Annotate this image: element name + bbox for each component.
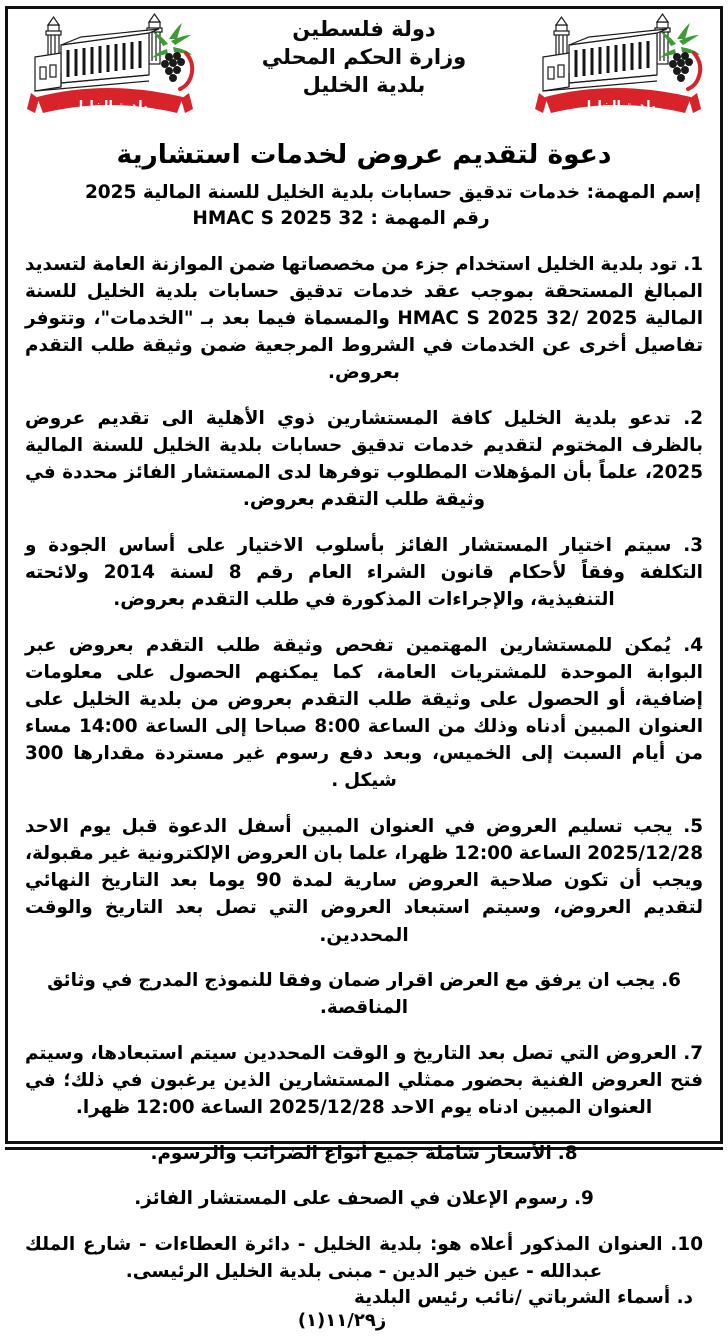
municipality-emblem-icon <box>21 11 199 123</box>
logo-banner-text: بلدية الخليل <box>580 99 656 114</box>
assignment-number-label: رقم المهمة : <box>370 208 490 230</box>
header-line-state: دولة فلسطين <box>292 17 436 41</box>
clause-2: 2. تدعو بلدية الخليل كافة المستشارين ذوي الأهلية الى تقديم عروض بالظرف المختوم لتقديم خدمات تدقيق حسابات بلدية الخليل للسنة المالية 2025، علماً بأن المؤهلات المطلوب توفرها لدى المستشار الفائز محددة في وثيقة طلب التقدم بعروض. <box>25 408 703 511</box>
clause-8: 8. الأسعار شاملة جميع أنواع الضرائب والرسوم. <box>150 1142 578 1164</box>
clause-1: 1. تود بلدية الخليل استخدام جزء من مخصصاتها ضمن الموازنة العامة لتسديد المبالغ المستحقة بموجب عقد خدمات تدقيق حسابات بلدية الخليل للسنة المالية 2025 /HMAC S 2025 32 والمسماة فيما بعد بـ "الخدمات"، وتتوفر تفاصيل أخرى عن الخدمات في الشروط المرجعية ضمن وثيقة طلب التقدم بعروض. <box>25 253 703 384</box>
hebron-municipality-logo-left <box>21 11 199 123</box>
clause-3: 3. سيتم اختيار المستشار الفائز بأسلوب الاختيار على أساس الجودة و التكلفة وفقاً لأحكام قانون الشراء العام رقم 8 لسنة 2014 ولائحته التنفيذية، والإجراءات المذكورة في طلب التقدم بعروض. <box>25 534 703 611</box>
clause-5: 5. يجب تسليم العروض في العنوان المبين أسفل الدعوة قبل يوم الاحد 2025/12/28 الساعة 12:00 ظهرا، علما بان العروض الإلكترونية غير مقبولة، ويجب أن تكون صلاحية العروض سارية لمدة 90 يوما بعد التاريخ النهائي لتقديم العروض، وسيتم استبعاد العروض التي تصل بعد التاريخ والوقت المحددين. <box>24 816 704 946</box>
clause-list <box>21 251 707 1285</box>
clause-6: 6. يجب ان يرفق مع العرض اقرار ضمان وفقا للنموذج المدرج في وثائق المناقصة. <box>47 970 681 1019</box>
clause-4: 4. يُمكن للمستشارين المهتمين تفحص وثيقة طلب التقدم بعروض عبر البوابة الموحدة للمشتريات العامة، كما يمكنهم الحصول على معلومات إضافية، أو الحصول على وثيقة طلب التقدم بعروض من بلدية الخليل على العنوان المبين أدناه وذلك من الساعة 8:00 صباحا إلى الساعة 14:00 مساء من أيام السبت إلى الخميس، وبعد دفع رسوم غير مستردة مقدارها 300 شيكل . <box>25 634 703 792</box>
municipality-emblem-icon <box>529 11 707 123</box>
logo-banner-text: بلدية الخليل <box>72 99 148 114</box>
assignment-name-label: إسم المهمة: <box>586 182 701 203</box>
signature-block <box>21 1287 707 1343</box>
clause-10: 10. العنوان المذكور أعلاه هو: بلدية الخليل - دائرة العطاءات - شارع الملك عبدالله - عين خير الدين - مبنى بلدية الخليل الرئيسى. <box>25 1233 703 1282</box>
assignment-name-value: خدمات تدقيق حسابات بلدية الخليل للسنة المالية 2025 <box>84 182 581 203</box>
clause-7: 7. العروض التي تصل بعد التاريخ و الوقت المحددين سيتم استبعادها، وسيتم فتح العروض الفنية بحضور ممثلي المستشارين الذين يرغبون في ذلك؛ في العنوان المبين ادناه يوم الاحد 2025/12/28 الساعة 12:00 ظهرا. <box>25 1042 703 1119</box>
page-title: دعوة لتقديم عروض لخدمات استشارية <box>116 139 612 170</box>
assignment-number-value: HMAC S 2025 32 <box>192 208 365 230</box>
header-line-municipality: بلدية الخليل <box>302 72 426 97</box>
header-line-ministry: وزارة الحكم المحلي <box>261 44 467 69</box>
signatory-name: د. أسماء الشرباتي /نائب رئيس البلدية <box>354 1286 693 1308</box>
reference-code: ز١١/٢٩(١) <box>297 1309 387 1331</box>
document-header <box>21 11 707 129</box>
header-title-group <box>199 11 529 98</box>
assignment-meta <box>21 180 707 233</box>
assignment-number-row <box>27 206 701 232</box>
assignment-name-row <box>27 180 701 206</box>
clause-9: 9. رسوم الإعلان في الصحف على المستشار الفائز. <box>134 1188 594 1210</box>
hebron-municipality-logo-right <box>529 11 707 123</box>
